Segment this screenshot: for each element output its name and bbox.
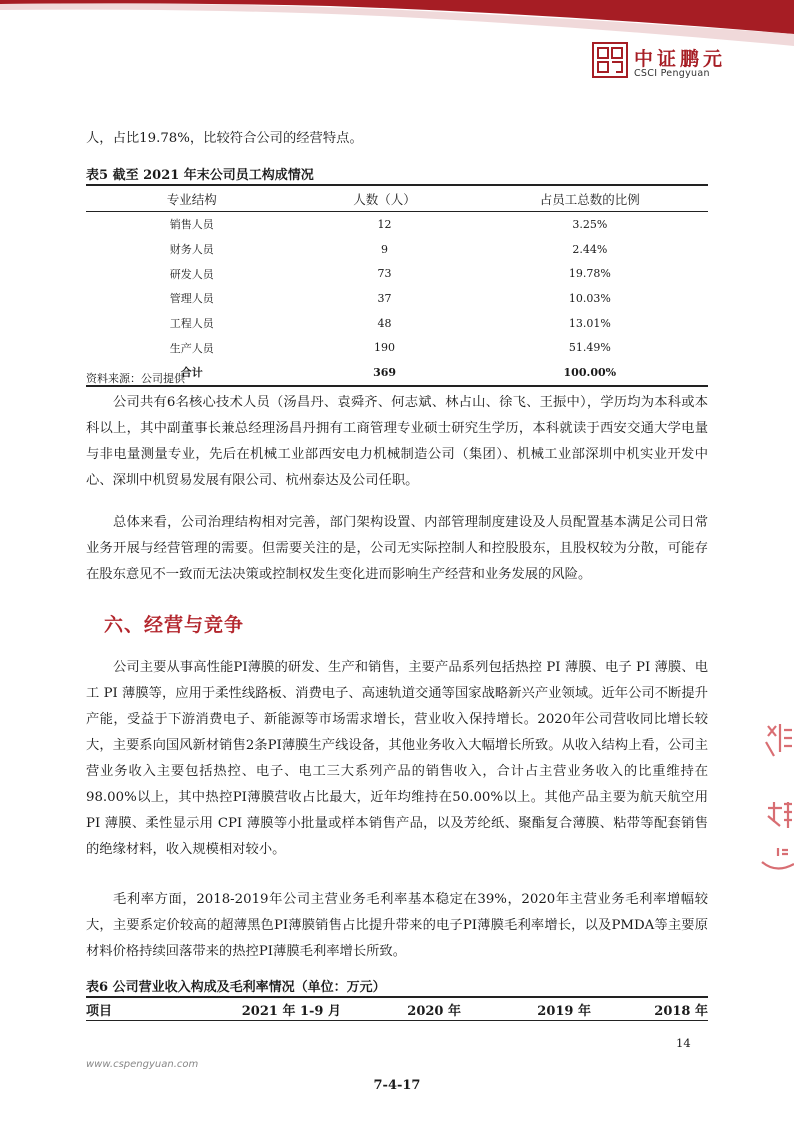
table-cell: 190 [374, 341, 396, 355]
table-cell: 19.78% [568, 267, 611, 281]
table-cell: 研发人员 [169, 267, 214, 281]
table5-top-rule [86, 184, 708, 186]
document-code: 7-4-17 [373, 1078, 421, 1093]
table6-header-cell: 项目 [86, 1003, 113, 1019]
table-cell: 2.44% [572, 242, 608, 256]
table-row [86, 261, 708, 286]
table-cell: 73 [377, 267, 392, 281]
website-url: www.cspengyuan.com [86, 1059, 199, 1070]
table6-caption: 表6 公司营业收入构成及毛利率情况（单位：万元） [86, 980, 386, 995]
table-cell: 工程人员 [169, 317, 214, 331]
table-row [86, 212, 708, 237]
logo-chinese-name: 中证鹏元 [634, 48, 727, 70]
table5-header-cell: 人数（人） [353, 192, 416, 207]
intro-paragraph: 人，占比19.78%，比较符合公司的经营特点。 [86, 131, 363, 146]
logo-english-name: CSCI Pengyuan [634, 68, 710, 79]
table-cell: 48 [377, 316, 392, 330]
table-cell: 合计 [180, 366, 203, 380]
section-title: 六、经营与竞争 [104, 614, 245, 636]
table-cell: 12 [377, 217, 392, 231]
table6-header-row [86, 998, 708, 1021]
table-cell: 管理人员 [169, 292, 214, 306]
table-cell: 37 [377, 291, 392, 305]
table6-header-cell: 2021 年 1-9 月 [241, 1003, 341, 1019]
table-cell: 51.49% [568, 341, 611, 355]
table-row [86, 335, 708, 360]
table-cell: 9 [381, 242, 389, 256]
table-row [86, 311, 708, 336]
table-cell: 财务人员 [169, 243, 214, 257]
governance-summary-paragraph: 总体来看，公司治理结构相对完善，部门架构设置、内部管理制度建设及人员配置基本满足公司日常业务开展与经营管理的需要。但需要关注的是，公司无实际控制人和控股股东，且股权较为分散，可能存在股东意见不一致而无法决策或控制权发生变化进而影响生产经营和业务发展的风险。 [86, 515, 708, 582]
table5 [86, 187, 708, 387]
table6-header-cell: 2019 年 [537, 1003, 591, 1019]
table6-header-cell: 2018 年 [654, 1003, 708, 1019]
company-logo-icon [592, 42, 628, 78]
gross-margin-paragraph: 毛利率方面，2018-2019年公司主营业务毛利率基本稳定在39%，2020年主营业务毛利率增幅较大，主要系定价较高的超薄黑色PI薄膜销售占比提升带来的电子PI薄膜毛利率增长，以及PMDA等主要原材料价格持续回落带来的热控PI薄膜毛利率增长所致。 [86, 892, 708, 959]
table5-source-note: 资料来源：公司提供 [86, 372, 185, 385]
table-cell: 销售人员 [169, 218, 214, 232]
table6-header-cell: 2020 年 [407, 1003, 461, 1019]
seal-stamp-icon [758, 722, 794, 892]
table-cell: 369 [373, 365, 397, 379]
table-row [86, 237, 708, 262]
table-cell: 10.03% [568, 291, 611, 305]
table-cell: 13.01% [568, 316, 611, 330]
table5-header-cell: 占员工总数的比例 [539, 192, 640, 207]
table-cell: 100.00% [563, 365, 617, 379]
table5-header-cell: 专业结构 [166, 192, 217, 207]
business-overview-paragraph: 公司主要从事高性能PI薄膜的研发、生产和销售，主要产品系列包括热控 PI 薄膜、电子 PI 薄膜、电工 PI 薄膜等，应用于柔性线路板、消费电子、高速轨道交通等国家战略新兴产业领域。近年公司不断提升产能，受益于下游消费电子、新能源等市场需求增长，营业收入保持增长。2020年公司营收同比增长较大，主要系向国风新材销售2条PI薄膜生产线设备，其他业务收入大幅增长所致。从收入结构上看，公司主营业务收入主要包括热控、电子、电工三大系列产品的销售收入，合计占主营业务收入的比重维持在98.00%以上，其中热控PI薄膜营收占比最大，近年均维持在50.00%以上。其他产品主要为航天航空用 PI 薄膜、柔性显示用 CPI 薄膜等小批量或样本销售产品，以及芳纶纸、聚酯复合薄膜、粘带等配套销售的绝缘材料，收入规模相对较小。 [86, 660, 708, 857]
table5-header-row [86, 187, 708, 212]
table6 [86, 998, 708, 1021]
page-number: 14 [676, 1036, 691, 1050]
table-cell: 生产人员 [169, 341, 214, 355]
table5-caption: 表5 截至 2021 年末公司员工构成情况 [86, 168, 314, 183]
core-tech-paragraph: 公司共有6名核心技术人员（汤昌丹、袁舜齐、何志斌、林占山、徐飞、王振中），学历均为本科或本科以上，其中副董事长兼总经理汤昌丹拥有工商管理专业硕士研究生学历，本科就读于西安交通大学电量与非电量测量专业，先后在机械工业部西安电力机械制造公司（集团）、机械工业部深圳中机实业开发中心、深圳中机贸易发展有限公司、杭州泰达及公司任职。 [86, 395, 708, 488]
table-cell: 3.25% [572, 217, 608, 231]
table-row [86, 286, 708, 311]
